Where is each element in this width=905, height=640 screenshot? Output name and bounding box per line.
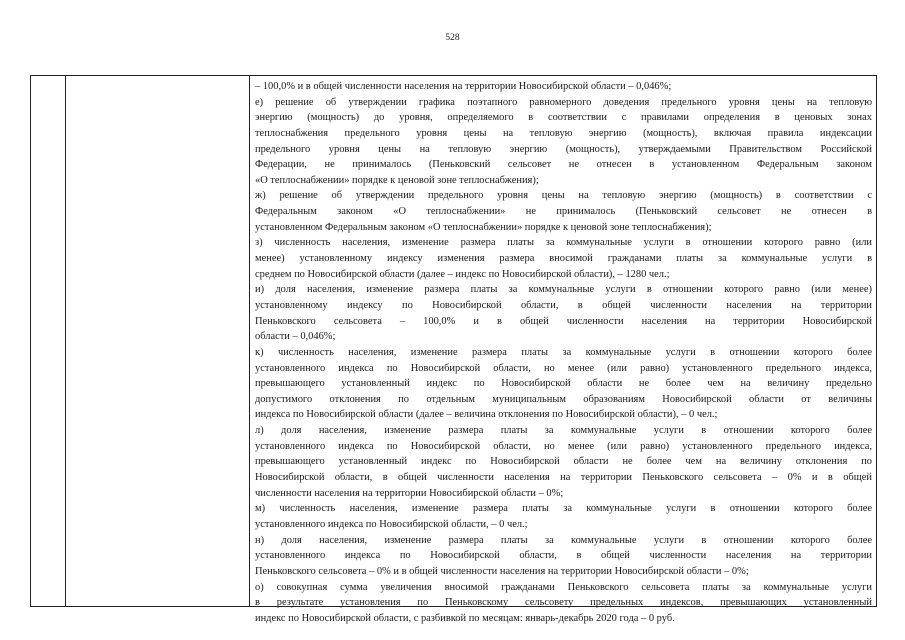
- text-line: теплоснабжения предельного уровня цены на тепловую энергию (мощность), включая правила индексации: [255, 127, 872, 139]
- text-line: установленного индекса по Новосибирской области, – 0 чел.;: [255, 518, 528, 530]
- text-line: установленного индекса по Новосибирской области, но менее (или равно) установленного предельного индекса,: [255, 362, 872, 374]
- text-line: ж) решение об утверждении предельного уровня цены на тепловую энергию (мощность) в соответствии с: [255, 190, 872, 202]
- text-line: установленному индексу по Новосибирской области, в общей численности населения на территории: [255, 299, 872, 311]
- text-line: предельного уровня цены на тепловую энергию (мощность), утверждаемыми Правительством Российской: [255, 143, 872, 155]
- text-line: установленного индекса по Новосибирской области, но менее (или равно) установленного предельного индекса,: [255, 440, 872, 452]
- text-line: е) решение об утверждении графика поэтапного равномерного доведения предельного уровня цены на тепловую: [255, 96, 872, 108]
- text-line: л) доля населения, изменение размера платы за коммунальные услуги в отношении которого более: [255, 425, 872, 437]
- text-line: установленного индекса по Новосибирской области, в общей численности населения на территории: [255, 550, 872, 562]
- text-line: к) численность населения, изменение размера платы за коммунальные услуги в отношении которого более: [255, 346, 872, 358]
- page-number: 528: [445, 33, 460, 43]
- text-line: установленном Федеральным законом «О теплоснабжении» порядке к ценовой зоне теплоснабжения);: [255, 221, 712, 233]
- text-line: численности населения на территории Новосибирской области – 0%;: [255, 487, 564, 499]
- text-line: и) доля населения, изменение размера платы за коммунальные услуги в отношении которого равно (или менее): [255, 284, 872, 296]
- text-line: превышающего установленный индекс по Новосибирской области не более чем на величину отклонения по: [255, 456, 872, 468]
- text-line: области – 0,046%;: [255, 331, 336, 343]
- text-line: превышающего установленный индекс по Новосибирской области не более чем на величину предельно: [255, 378, 872, 390]
- text-line: з) численность населения, изменение размера платы за коммунальные услуги в отношении которого равно (или: [255, 237, 872, 249]
- text-line: индекс по Новосибирской области, с разбивкой по месяцам: январь-декабрь 2020 года – 0 руб.: [255, 612, 675, 624]
- text-line: в результате установления по Пеньковскому сельсовету предельных индексов, превышающих установленный: [255, 597, 872, 609]
- table-column-indicator: [66, 76, 250, 606]
- text-line: о) совокупная сумма увеличения вносимой гражданами Пеньковского сельсовета платы за коммунальные услуги: [255, 581, 872, 593]
- text-line: н) доля населения, изменение размера платы за коммунальные услуги в отношении которого более: [255, 534, 872, 546]
- text-line: допустимого отклонения по отдельным муниципальным образованиям Новосибирской области от величины: [255, 393, 872, 405]
- text-line: Пеньковского сельсовета – 0% и в общей численности населения на территории Новосибирской области – 0%;: [255, 565, 749, 577]
- table-column-text: [250, 76, 876, 624]
- text-line: среднем по Новосибирской области (далее – индекс по Новосибирской области), – 1280 чел.;: [255, 268, 670, 280]
- text-line: энергию (мощность) до уровня, определяемого в соответствии с правилами определения в ценовых зонах: [255, 112, 872, 124]
- text-line: Федеральным законом «О теплоснабжении» не принималось (Пеньковский сельсовет не отнесен в: [255, 206, 872, 218]
- document-table: [30, 75, 877, 624]
- text-line: Пеньковского сельсовета – 100,0% и в общей численности населения на территории Новосибирской: [255, 315, 872, 327]
- text-line: индекса по Новосибирской области (далее – величина отклонения по Новосибирской области), – 0 чел.;: [255, 409, 718, 421]
- text-line: «О теплоснабжении» порядке к ценовой зоне теплоснабжения);: [255, 174, 539, 186]
- text-line: менее) установленному индексу изменения размера вносимой гражданами платы за коммунальные услуги в: [255, 253, 872, 265]
- text-line: – 100,0% и в общей численности населения на территории Новосибирской области – 0,046%;: [255, 81, 672, 92]
- text-line: Федерации, не принималось (Пеньковский сельсовет не отнесен в установленном Федеральным законом: [255, 159, 872, 171]
- table-column-number: [31, 76, 66, 606]
- text-line: Новосибирской области, в общей численности населения на территории Пеньковского сельсовета – 0% и в общей: [255, 472, 872, 484]
- text-line: м) численность населения, изменение размера платы за коммунальные услуги в отношении которого более: [255, 503, 872, 515]
